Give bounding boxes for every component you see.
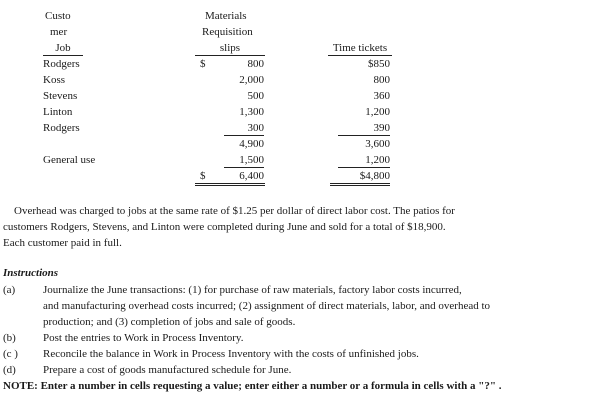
header-materials-line2: Requisition	[202, 26, 253, 38]
row-customer: Rodgers	[43, 122, 80, 134]
subtotal-materials: 4,900	[239, 138, 264, 150]
row-time: $850	[368, 58, 390, 70]
instruction-a-line1: Journalize the June transactions: (1) for purchase of raw materials, factory labor costs incurred,	[43, 284, 462, 296]
total-materials-underline	[195, 170, 265, 186]
instruction-a-line3: production; and (3) completion of jobs and sale of goods.	[43, 316, 296, 328]
total-dollar-sign: $	[200, 170, 206, 182]
paragraph-line3: Each customer paid in full.	[3, 237, 122, 249]
general-materials: 1,500	[224, 154, 264, 168]
instruction-a-label: (a)	[3, 284, 16, 296]
row-dollar-sign: $	[200, 58, 206, 70]
row-customer: Linton	[43, 106, 73, 118]
header-time-tickets: Time tickets	[328, 42, 392, 56]
row-time: 360	[373, 90, 390, 102]
header-customer-line2: mer	[50, 26, 68, 38]
row-materials: 300	[224, 122, 264, 136]
row-time: 800	[373, 74, 390, 86]
header-materials-line3: slips	[195, 42, 265, 56]
instruction-d-label: (d)	[3, 364, 16, 376]
row-customer: Rodgers	[43, 58, 80, 70]
row-materials: 500	[247, 90, 264, 102]
subtotal-time: 3,600	[365, 138, 390, 150]
row-customer: Stevens	[43, 90, 78, 102]
total-time: $4,800	[330, 170, 390, 186]
paragraph-line1: Overhead was charged to jobs at the same rate of $1.25 per dollar of direct labor cost. The patios for	[14, 205, 455, 217]
instructions-title: Instructions	[3, 267, 59, 279]
instruction-b-text: Post the entries to Work in Process Inventory.	[43, 332, 244, 344]
row-materials: 800	[247, 58, 264, 70]
row-time: 1,200	[365, 106, 390, 118]
row-materials: 1,300	[239, 106, 264, 118]
header-customer-line3: Job	[43, 42, 83, 56]
instruction-a-line2: and manufacturing overhead costs incurred; (2) assignment of direct materials, labor, and overhead to	[43, 300, 491, 312]
instruction-d-text: Prepare a cost of goods manufactured schedule for June.	[43, 364, 292, 376]
header-customer-line1: Custo	[45, 10, 71, 22]
general-time: 1,200	[338, 154, 390, 168]
total-materials: 6,400	[239, 170, 264, 182]
instruction-c-label: (c )	[3, 348, 18, 360]
paragraph-line2: customers Rodgers, Stevens, and Linton were completed during June and sold for a total of $18,900.	[3, 221, 446, 233]
row-time: 390	[338, 122, 390, 136]
row-customer: Koss	[43, 74, 66, 86]
general-use-label: General use	[43, 154, 96, 166]
instruction-b-label: (b)	[3, 332, 16, 344]
header-materials-line1: Materials	[205, 10, 247, 22]
row-materials: 2,000	[239, 74, 264, 86]
instruction-c-text: Reconcile the balance in Work in Process Inventory with the costs of unfinished jobs.	[43, 348, 419, 360]
note-text: NOTE: Enter a number in cells requesting a value; enter either a number or a formula in cells with a "?" .	[3, 380, 502, 392]
